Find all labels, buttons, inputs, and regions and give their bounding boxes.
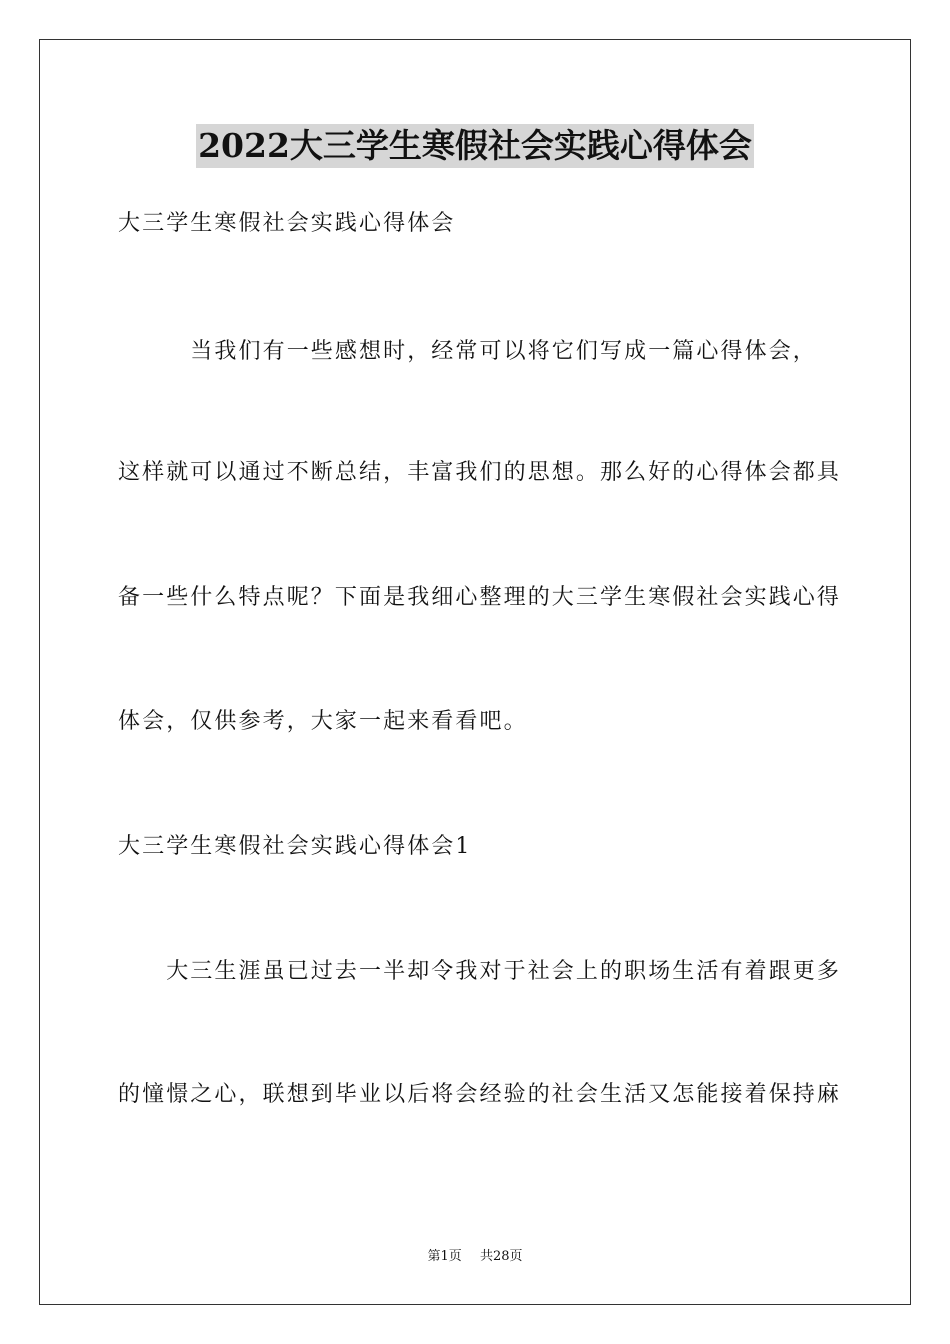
paragraph-line: 这样就可以通过不断总结，丰富我们的思想。那么好的心得体会都具 (118, 460, 842, 485)
subtitle-line: 大三学生寒假社会实践心得体会 (118, 211, 456, 236)
section-heading: 大三学生寒假社会实践心得体会1 (118, 834, 472, 859)
paragraph-line: 当我们有一些感想时，经常可以将它们写成一篇心得体会， (118, 339, 817, 364)
paragraph-line: 大三生涯虽已过去一半却令我对于社会上的职场生活有着跟更多 (118, 959, 842, 984)
paragraph-line: 的憧憬之心，联想到毕业以后将会经验的社会生活又怎能接着保持麻 (118, 1082, 842, 1107)
page-footer (0, 1248, 950, 1266)
page-current: 第1页 (427, 1249, 462, 1264)
title-container (0, 124, 950, 168)
paragraph-line: 体会，仅供参考，大家一起来看看吧。 (118, 709, 528, 734)
paragraph-line: 备一些什么特点呢？下面是我细心整理的大三学生寒假社会实践心得 (118, 585, 842, 610)
page-total: 共28页 (479, 1249, 523, 1264)
document-title: 2022大三学生寒假社会实践心得体会 (196, 124, 754, 168)
